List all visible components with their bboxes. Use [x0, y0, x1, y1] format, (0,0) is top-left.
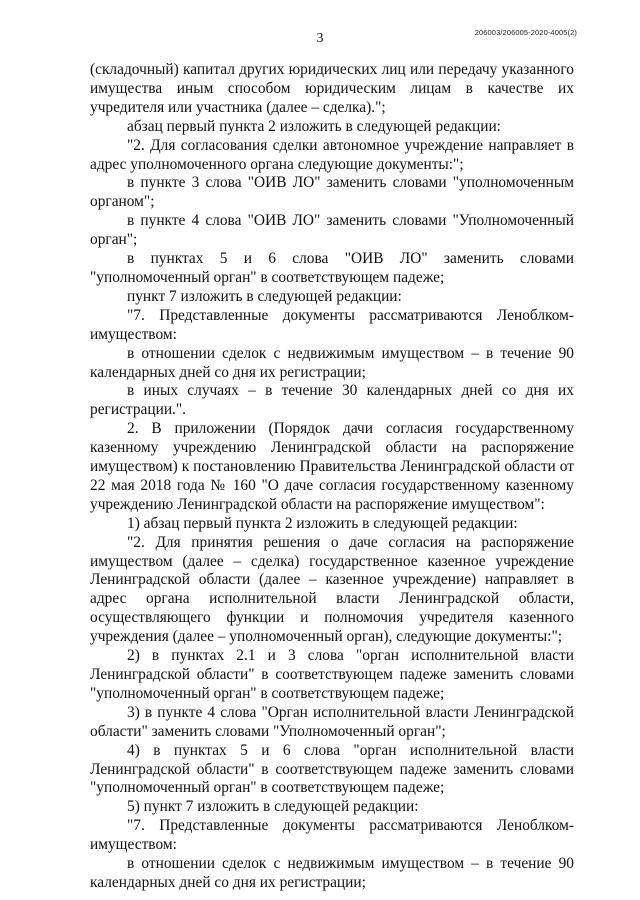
- paragraph: 2) в пунктах 2.1 и 3 слова "орган исполнительной власти Ленинградской области" в соответствующем падеже заменить словами "уполномоченный орган" в соответствующем падеже;: [90, 647, 574, 702]
- paragraph: "7. Представленные документы рассматриваются Леноблком-имуществом:: [90, 817, 574, 854]
- page-number: 3: [316, 31, 324, 46]
- paragraph: (складочный) капитал других юридических лиц или передачу указанного имущества иным способом юридическим лицам в качестве их учредителя или участника (далее – сделка).";: [90, 61, 574, 116]
- paragraph: абзац первый пункта 2 изложить в следующей редакции:: [127, 117, 501, 135]
- paragraph: пункт 7 изложить в следующей редакции:: [127, 287, 402, 305]
- paragraph: в отношении сделок с недвижимым имуществом – в течение 90 календарных дней со дня их регистрации;: [90, 344, 574, 381]
- document-number: 206003/206005-2020-4005(2): [474, 28, 577, 37]
- paragraph: "2. Для согласования сделки автономное учреждение направляет в адрес уполномоченного органа следующие документы:";: [90, 136, 574, 173]
- paragraph: 4) в пунктах 5 и 6 слова "орган исполнительной власти Ленинградской области" в соответствующем падеже заменить словами "уполномоченный орган" в соответствующем падеже;: [90, 741, 574, 797]
- paragraph: в пункте 4 слова "ОИВ ЛО" заменить словами "Уполномоченный орган";: [90, 212, 574, 249]
- paragraph: в отношении сделок с недвижимым имуществом – в течение 90 календарных дней со дня их регистрации;: [90, 855, 574, 891]
- paragraph: "2. Для принятия решения о даче согласия на распоряжение имуществом (далее – сделка) государственное казенное учреждение Ленинградской области (далее – казенное учреждение) направляет в адрес органа исполнительной власти Ленинградской области, осуществляющего функции и полномочия учредителя казенного учреждения (далее – уполномоченный орган), следующие документы:";: [90, 533, 574, 646]
- paragraph: 5) пункт 7 изложить в следующей редакции:: [127, 798, 419, 816]
- paragraph: 3) в пункте 4 слова "Орган исполнительной власти Ленинградской области" заменить словами "Уполномоченный орган";: [90, 703, 574, 740]
- paragraph: 1) абзац первый пункта 2 изложить в следующей редакции:: [127, 514, 518, 532]
- paragraph: в пункте 3 слова "ОИВ ЛО" заменить словами "уполномоченным органом";: [90, 174, 574, 211]
- paragraph: в пунктах 5 и 6 слова "ОИВ ЛО" заменить словами "уполномоченный орган" в соответствующем падеже;: [90, 250, 574, 286]
- paragraph: 2. В приложении (Порядок дачи согласия государственному казенному учреждению Ленинградской области на распоряжение имуществом) к постановлению Правительства Ленинградской области от 22 мая 2018 года № 160 "О даче согласия государственному казенному учреждению Ленинградской области на распоряжение имуществом":: [90, 420, 574, 513]
- paragraph: в иных случаях – в течение 30 календарных дней со дня их регистрации.".: [90, 382, 574, 419]
- paragraph: "7. Представленные документы рассматриваются Леноблком-имуществом:: [90, 306, 574, 343]
- document-body: [90, 61, 574, 893]
